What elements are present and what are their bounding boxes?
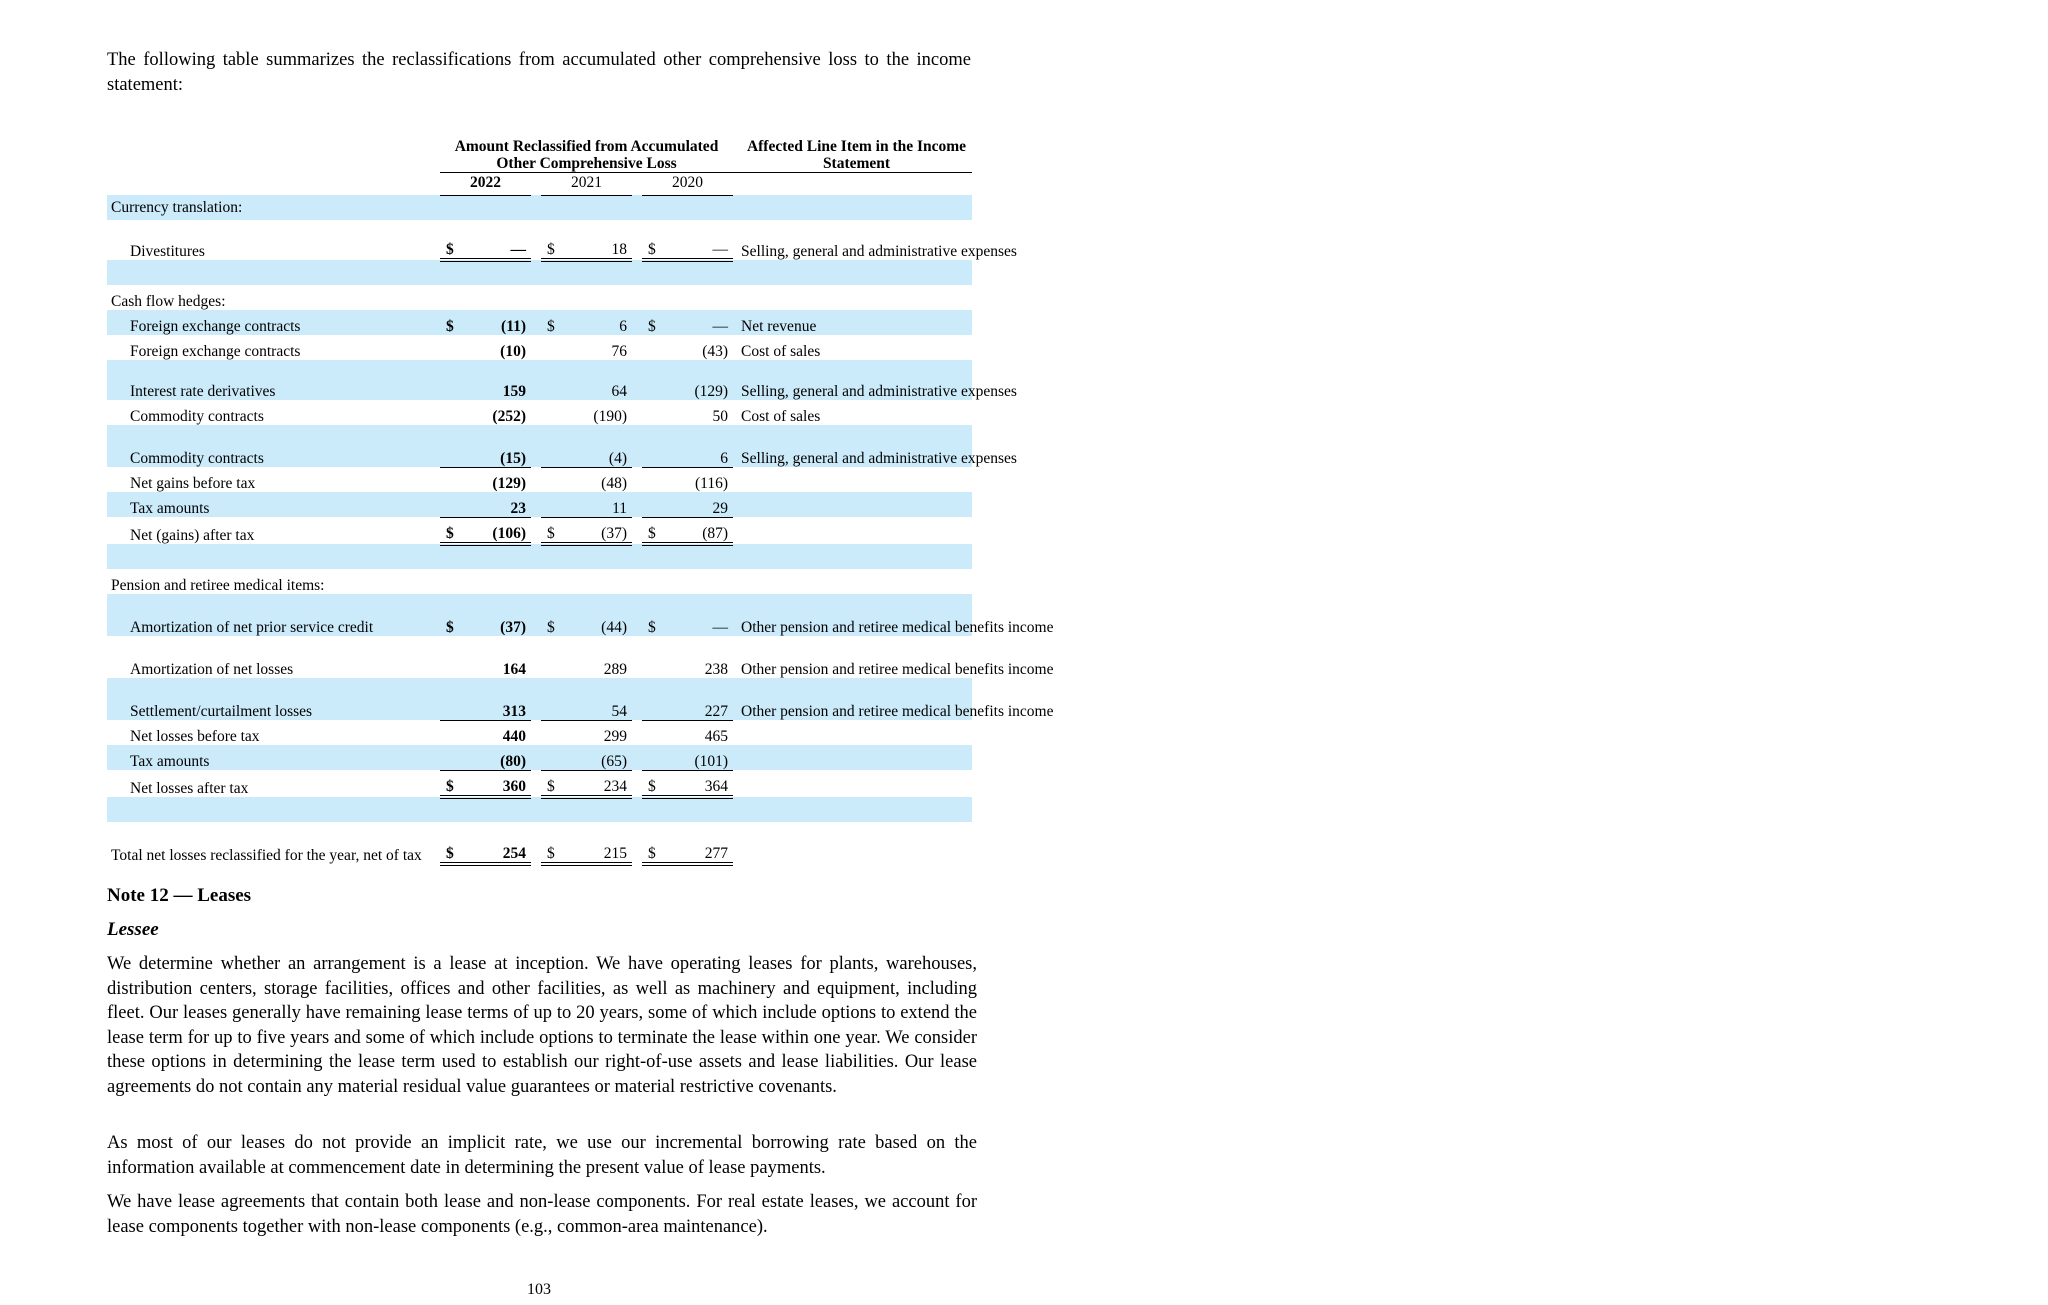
year-2021: 2021 <box>541 172 632 195</box>
section-cash-flow-hedges: Cash flow hedges: <box>111 293 226 310</box>
table-row-commodity-sga: Commodity contracts (15) (4) 6 Selling, general and administrative expenses <box>107 425 972 467</box>
table-row-divestitures: Divestitures $ — $ 18 $ — Selling, general and administrative expenses <box>107 220 972 260</box>
table-row-commodity-cost-of-sales: Commodity contracts (252) (190) 50 Cost of sales <box>130 408 821 425</box>
lessee-heading: Lessee <box>107 919 159 940</box>
table-years-row <box>107 172 972 195</box>
table-row-fx-cost-of-sales: Foreign exchange contracts (10) 76 (43) Cost of sales <box>130 343 821 360</box>
spacer-row <box>107 797 972 822</box>
table-row-net-gains-before-tax: Net gains before tax (129) (48) (116) <box>130 475 729 492</box>
spacer-row <box>107 544 972 569</box>
table-row-amortization-net-losses: Amortization of net losses 164 289 238 Other pension and retiree medical benefits income <box>130 661 1054 678</box>
lease-paragraph-2: As most of our leases do not provide an implicit rate, we use our incremental borrowing rate based on the information available at commencement date in determining the present value of lease payments. <box>107 1133 977 1178</box>
header-amount-reclassified: Amount Reclassified from Accumulated Other Comprehensive Loss <box>440 118 733 172</box>
note-heading: Note 12 — Leases <box>107 885 252 906</box>
year-2022: 2022 <box>440 172 531 195</box>
lease-paragraph-3: We have lease agreements that contain both lease and non-lease components. For real estate leases, we account for lease components together with non-lease components (e.g., common-area maintenance). <box>107 1192 977 1237</box>
table-row-total-net-losses: Total net losses reclassified for the year, net of tax $ 254 $ 215 $ 277 <box>107 822 972 864</box>
table-row-fx-net-revenue: Foreign exchange contracts $ (11) $ 6 $ — Net revenue <box>107 310 972 335</box>
reclassification-table <box>107 118 1054 866</box>
page-number: 103 <box>527 1281 551 1298</box>
year-2020: 2020 <box>642 172 733 195</box>
header-affected-line-item: Affected Line Item in the Income Statement <box>733 118 972 172</box>
intro-paragraph: The following table summarizes the reclassifications from accumulated other comprehensive loss to the income statement: <box>107 50 971 95</box>
lease-paragraph-1: We determine whether an arrangement is a lease at inception. We have operating leases for plants, warehouses, distribution centers, storage facilities, offices and other facilities, as well as machinery and equipment, including fleet. Our leases generally have remaining lease terms of up to 20 years, some of which include options to extend the lease term for up to five years and some of which include options to terminate the lease within one year. We consider these options in determining the lease term used to establish our right-of-use assets and lease liabilities. Our lease agreements do not contain any material residual value guarantees or material restrictive covenants. <box>107 954 977 1097</box>
table-row-net-losses-before-tax: Net losses before tax 440 299 465 <box>130 728 729 745</box>
table-row-net-gains-after-tax: Net (gains) after tax $ (106) $ (37) $ (87) <box>107 517 972 544</box>
section-pension-retiree-medical: Pension and retiree medical items: <box>111 577 325 594</box>
section-currency-translation: Currency translation: <box>107 195 972 220</box>
table-row-tax-amounts-pension: Tax amounts (80) (65) (101) <box>107 745 972 770</box>
spacer-row <box>107 260 972 285</box>
table-row-settlement-curtailment: Settlement/curtailment losses 313 54 227 Other pension and retiree medical benefits income <box>107 678 972 720</box>
table-row-interest-rate-derivatives: Interest rate derivatives 159 64 (129) Selling, general and administrative expenses <box>107 360 972 400</box>
table-header-row <box>107 118 972 172</box>
table-row-net-losses-after-tax: Net losses after tax $ 360 $ 234 $ 364 <box>107 770 972 797</box>
table-row-amortization-prior-service-credit: Amortization of net prior service credit $ (37) $ (44) $ — Other pension and retiree medical benefits income <box>107 594 972 636</box>
table-row-tax-amounts-hedges: Tax amounts 23 11 29 <box>107 492 972 517</box>
